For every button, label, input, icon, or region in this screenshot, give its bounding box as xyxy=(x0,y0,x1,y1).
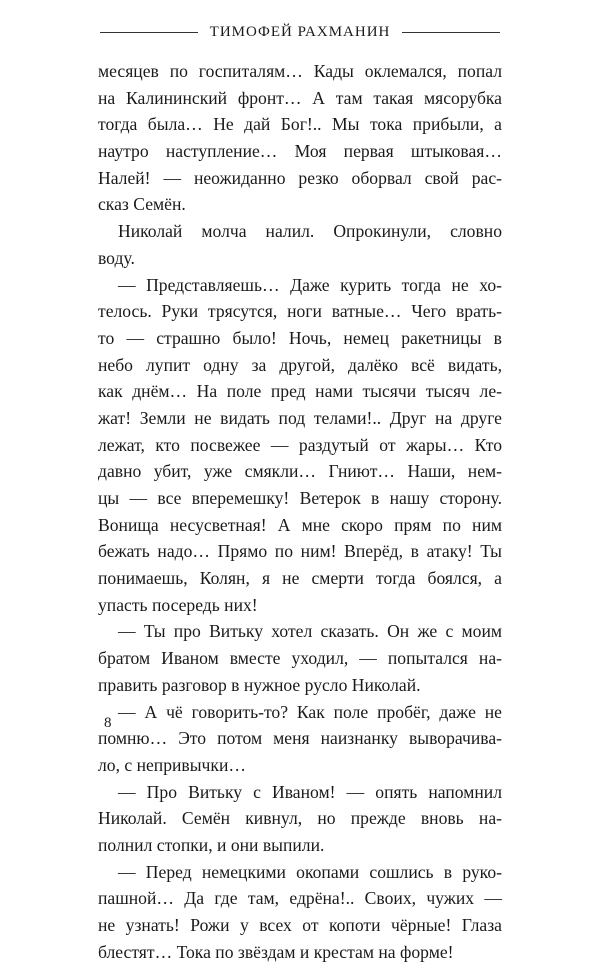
text-line: упасть посередь них! xyxy=(98,594,258,615)
text-line: тогда была… Не дай Бог!.. Мы тока прибыли, а xyxy=(98,114,502,135)
text-line: не узнать! Рожи у всех от копоти чёрные! Глаза xyxy=(98,915,502,935)
text-line: телось. Руки трясутся, ноги ватные… Чего врать- xyxy=(98,301,502,322)
running-head-author: ТИМОФЕЙ РАХМАНИН xyxy=(209,23,391,40)
text-line: — Ты про Витьку хотел сказать. Он же с моим xyxy=(118,621,502,642)
text-line: цы — все вперемешку! Ветерок в нашу сторону. xyxy=(98,488,502,508)
text-line: Налей! — неожиданно резко оборвал свой рас- xyxy=(98,167,502,188)
header-rule-right xyxy=(402,32,500,33)
text-line: — А чё говорить-то? Как поле пробёг, даже не xyxy=(118,701,502,722)
text-line: братом Иваном вместе уходил, — попытался на- xyxy=(98,648,502,669)
text-line: помню… Это потом меня наизнанку выворачива- xyxy=(98,728,502,749)
text-line: сказ Семён. xyxy=(98,194,186,215)
text-line: давно убит, уже смякли… Гниют… Наши, нем- xyxy=(98,461,502,482)
running-head xyxy=(100,20,500,44)
text-line: воду. xyxy=(98,247,135,268)
text-line: править разговор в нужное русло Николай. xyxy=(98,674,421,695)
text-line: жат! Земли не видать под телами!.. Друг на друге xyxy=(98,407,502,428)
text-line: на Калининский фронт… А там такая мясорубка xyxy=(98,87,502,108)
text-line: Вонища несусветная! А мне скоро прям по ним xyxy=(98,514,502,535)
page-number: 8 xyxy=(104,715,112,731)
text-line: лежат, кто посвежее — раздутый от жары… Кто xyxy=(98,434,502,455)
text-line: бежать надо… Прямо по ним! Вперёд, в атаку! Ты xyxy=(98,541,502,562)
text-line: ло, с непривычки… xyxy=(98,754,246,775)
text-line: наутро наступление… Моя первая штыковая… xyxy=(98,141,502,162)
text-line: как днём… На поле пред нами тысячи тысяч ле- xyxy=(98,381,502,402)
text-line: полнил стопки, и они выпили. xyxy=(98,834,325,855)
text-line: — Представляешь… Даже курить тогда не хо- xyxy=(118,274,502,295)
header-rule-left xyxy=(100,32,198,33)
text-line: понимаешь, Колян, я не смерти тогда боялся, а xyxy=(98,568,502,589)
text-line: Николай. Семён кивнул, но прежде вновь на- xyxy=(98,808,502,829)
text-line: — Про Витьку с Иваном! — опять напомнил xyxy=(118,781,502,802)
text-line: месяцев по госпиталям… Кады оклемался, попал xyxy=(98,61,502,81)
text-line: то — страшно было! Ночь, немец ракетницы в xyxy=(98,327,502,348)
text-line: — Перед немецкими окопами сошлись в руко- xyxy=(118,861,502,882)
text-line: небо лупит одну за другой, далёко всё видать, xyxy=(98,354,502,375)
body-text xyxy=(98,58,502,965)
text-line: Николай молча налил. Опрокинули, словно xyxy=(118,221,502,242)
text-line: пашной… Да где там, едрёна!.. Своих, чужих — xyxy=(98,888,502,909)
text-line: блестят… Тока по звёздам и крестам на форме! xyxy=(98,941,454,962)
